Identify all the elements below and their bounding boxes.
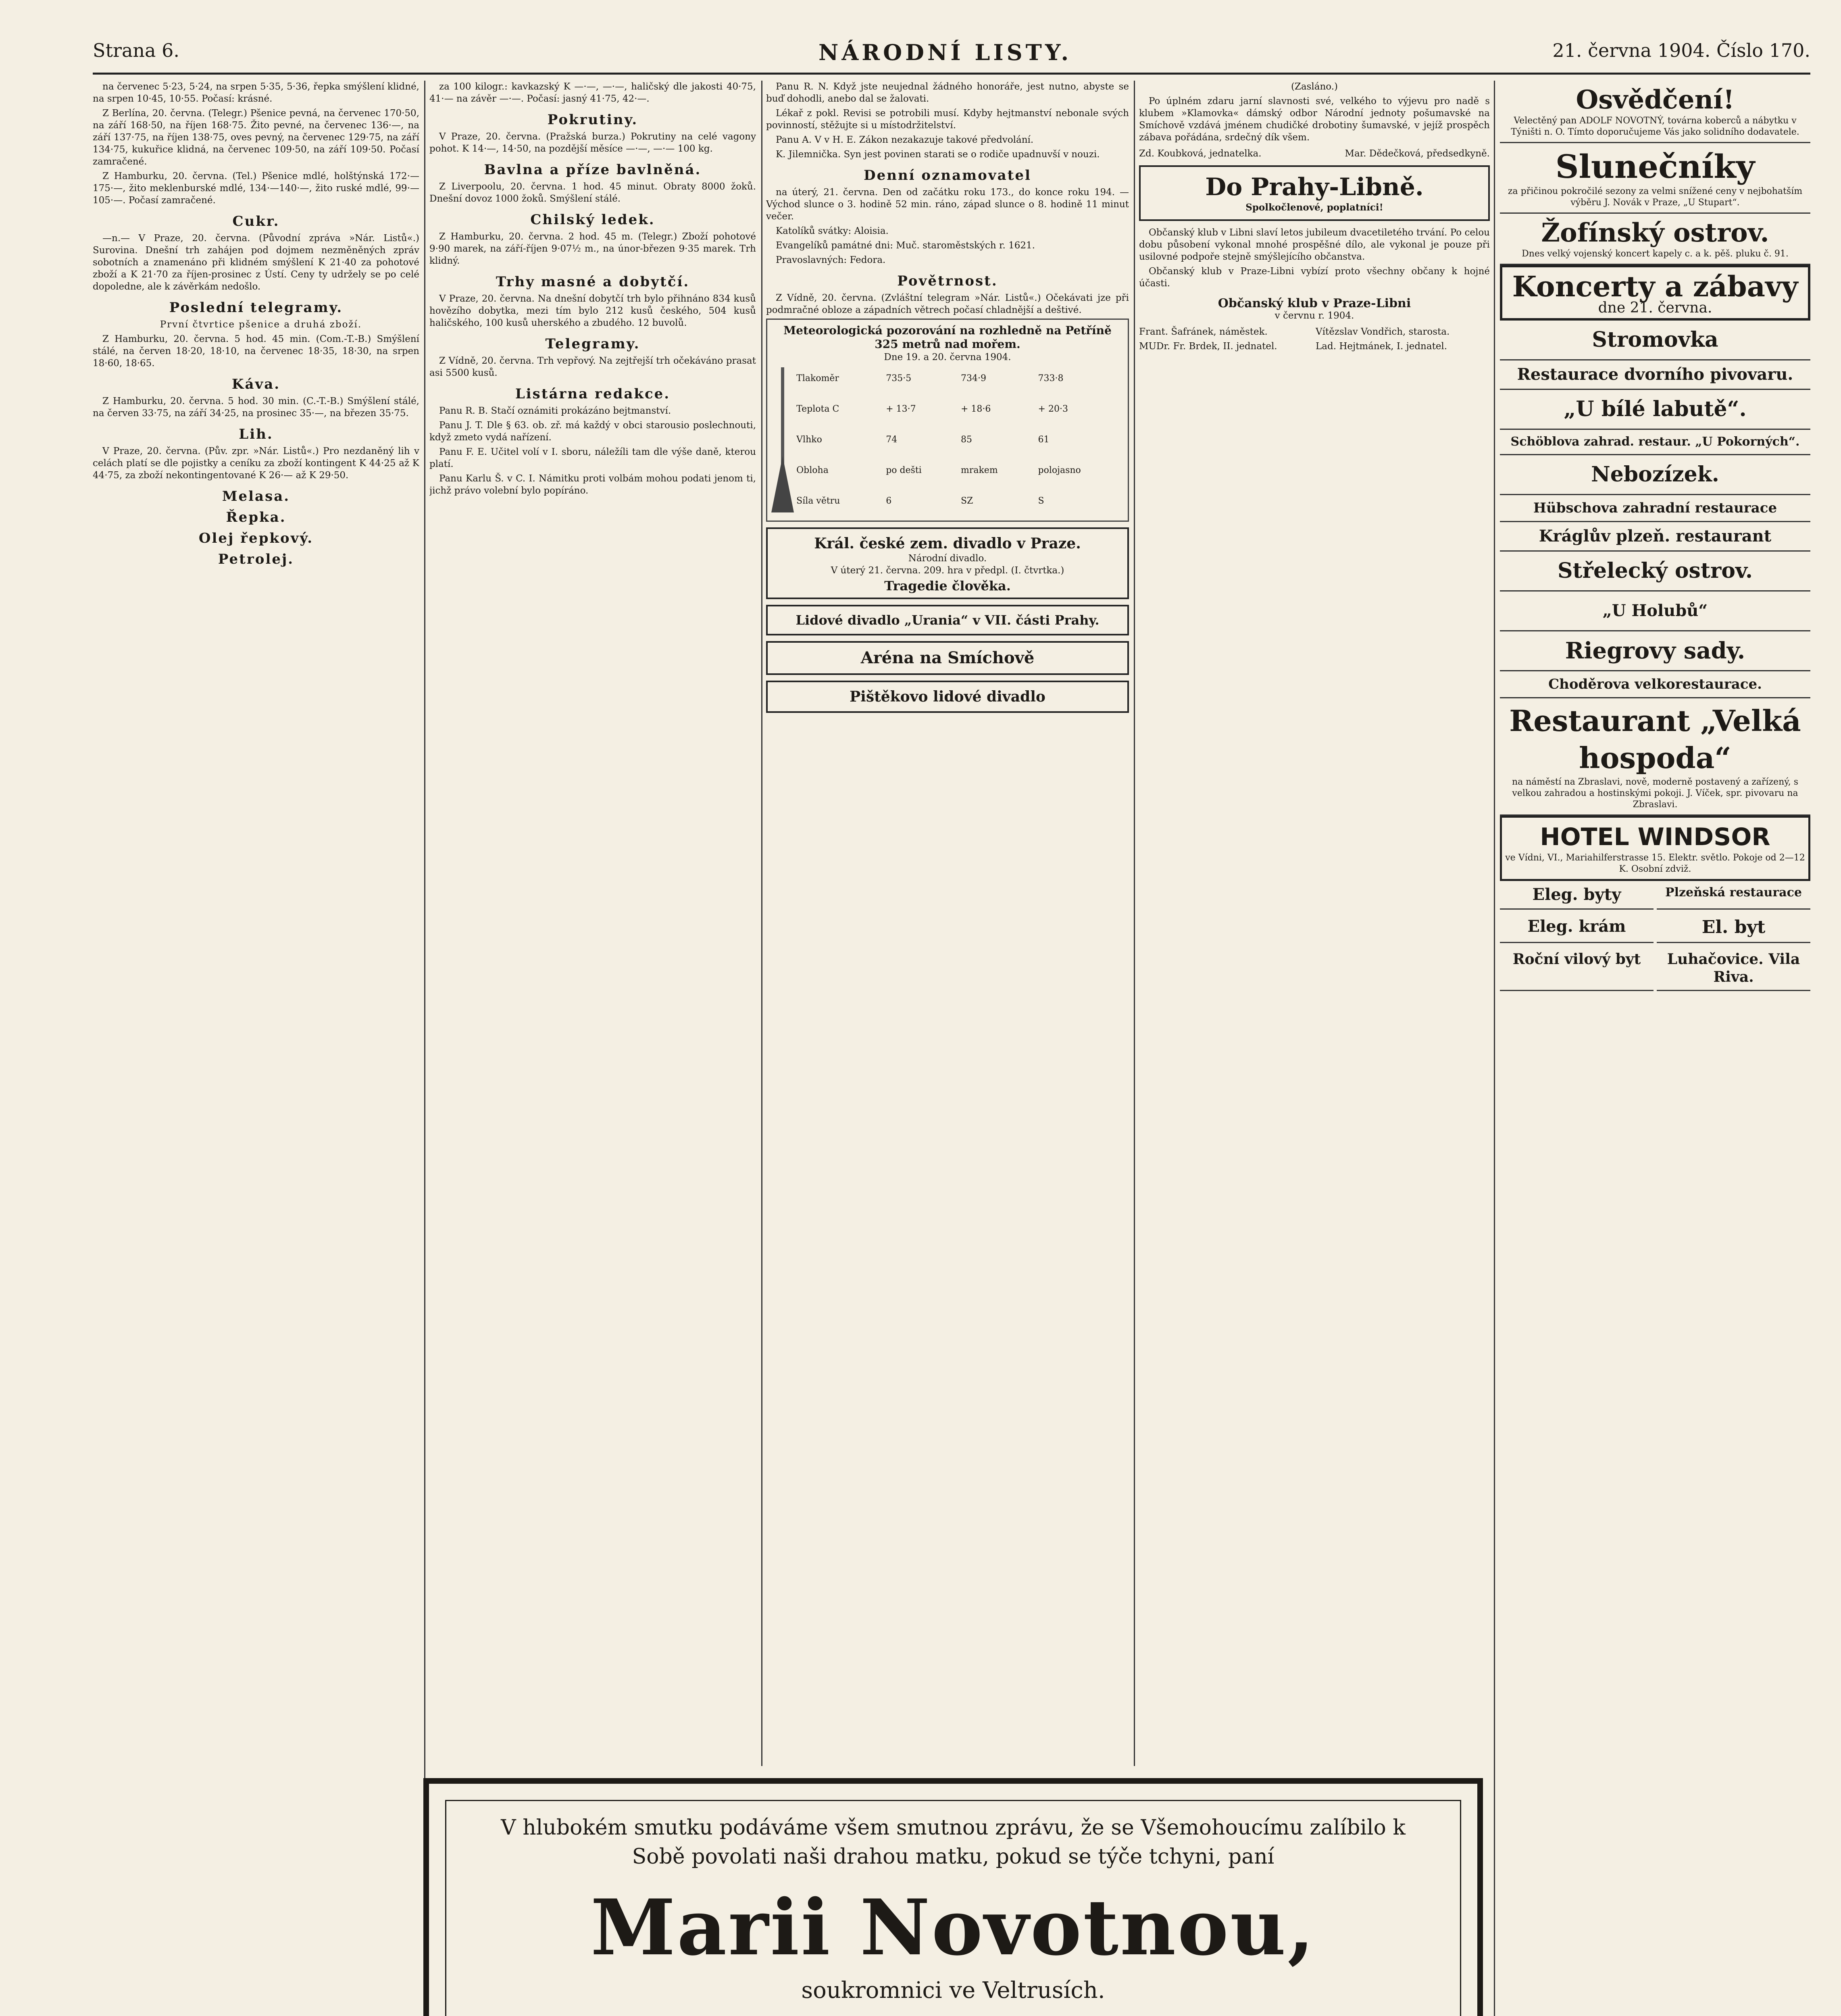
ad-heading: HOTEL WINDSOR <box>1540 823 1770 851</box>
paragraph: Z Vídně, 20. června. Trh vepřový. Na zejtřejší trh očekáváno prasat asi 5500 kusů. <box>429 356 756 378</box>
meteo-table <box>794 363 1124 516</box>
section-heading: Povětrnost. <box>897 273 998 289</box>
section-heading: Trhy masné a dobytčí. <box>496 274 690 290</box>
theater-listing <box>766 641 1129 675</box>
theater-heading: Pištěkovo lidové divadlo <box>850 688 1045 705</box>
signature: Zd. Koubková, jednatelka. <box>1139 148 1262 159</box>
paragraph: Z Hamburku, 20. června. 5 hod. 45 min. (Com.-T.-B.) Smýšlení stálé, na červen 18·20, 18·10, na červenec 18·35, 18·30, na srpen 18·60, 18·65. <box>93 334 419 369</box>
meteo-date: Dne 19. a 20. června 1904. <box>884 352 1011 362</box>
paragraph: Panu A. V v H. E. Zákon nezakazuje takové předvolání. <box>776 135 1034 145</box>
ad-listing <box>1500 552 1810 591</box>
meteo-cell: Síla větru <box>796 496 840 506</box>
ad-text: za přičinou pokročilé sezony za velmi snížené ceny v nejbohatším výběru J. Novák v Praze, „U Stupart“. <box>1508 186 1803 208</box>
paragraph: V Praze, 20. června. Na dnešní dobytčí trh bylo přihnáno 834 kusů hovězího dobytka, mezi tím bylo 212 kusů českého, 504 kusů haličského, 100 kusů uherského a zbudého. 12 buvolů. <box>429 294 756 328</box>
paragraph: V Praze, 20. června. (Pův. zpr. »Nár. Listů«.) Pro nezdaněný lih v celách platí se dle pojistky a ceníku za zboží kontingent K 44·25 až K 44·75, za zboží nekontingentované K 26·— až K 29·50. <box>93 446 419 481</box>
page-header <box>93 36 1810 75</box>
section-heading: Telegramy. <box>545 336 640 352</box>
meteo-cell: + 13·7 <box>886 404 916 414</box>
ad-heading: Restaurace dvorního pivovaru. <box>1517 365 1793 384</box>
ad-hotel-windsor <box>1500 816 1810 881</box>
column-rule <box>1134 81 1135 1766</box>
meteo-cell: Teplota C <box>796 404 839 414</box>
ad-listing <box>1500 390 1810 430</box>
club-signatures <box>1139 326 1490 352</box>
meteo-cell: 6 <box>886 496 892 506</box>
paragraph: Evangelíků památné dni: Muč. staroměstských r. 1621. <box>776 240 1035 251</box>
meteo-cell: Obloha <box>796 465 829 475</box>
paragraph: —n.— V Praze, 20. června. (Původní zpráva »Nár. Listů«.) Surovina. Dnešní trh zahájen pod dojmem nezměněných zpráv sobotních a znamenáno při klidném smýšlení K 21·40 za pohotové zboží a K 21·70 za říjen-prosinec z Ústí. Ceny ty udržely se po celé dopoledne, ale k závěrkám nedošlo. <box>93 233 419 292</box>
meteo-cell: 61 <box>1038 435 1050 445</box>
obituary-intro: V hlubokém smutku podáváme všem smutnou zprávu, že se Všemohoucímu zalíbilo k Sobě povolati naši drahou matku, pokud se týče tchyni, paní <box>501 1816 1406 1869</box>
signature: Frant. Šafránek, náměstek. <box>1139 327 1268 337</box>
column-ads <box>1500 81 1810 2016</box>
meteo-row <box>794 486 1124 516</box>
ad-listing <box>1500 591 1810 631</box>
ad-heading: Kráglův plzeň. restaurant <box>1539 527 1772 546</box>
ad-listing <box>1500 671 1810 698</box>
ad-heading: „U Holubů“ <box>1602 601 1708 620</box>
meteo-cell: S <box>1038 496 1044 506</box>
ad-listing <box>1500 522 1810 552</box>
section-heading: Chilský ledek. <box>530 212 655 228</box>
libne-notice <box>1139 165 1490 221</box>
ad-text: ve Vídni, VI., Mariahilferstrasse 15. Elektr. světlo. Pokoje od 2—12 K. Osobní zdviž. <box>1505 853 1805 874</box>
paragraph: Lékař z pokl. Revisi se potrobili musí. Kdyby hejtmanství nebonale svých povinností, stěžujte si u místodržitelství. <box>766 108 1129 131</box>
subheading: První čtvrtice pšenice a druhá zboží. <box>160 319 362 330</box>
issue-date: 21. června 1904. Číslo 170. <box>1552 40 1810 61</box>
ad-heading: Koncerty a zábavy <box>1512 270 1798 303</box>
notice-heading: Do Prahy-Libně. <box>1205 173 1424 201</box>
section-heading: Bavlna a příze bavlněná. <box>484 162 702 178</box>
club-name: Občanský klub v Praze-Libni <box>1218 296 1411 310</box>
paragraph: na úterý, 21. června. Den od začátku roku 173., do konce roku 194. — Východ slunce o 3. hodině 52 min. ráno, západ slunce o 8. hodině 11 minut večer. <box>766 187 1129 222</box>
meteo-row <box>794 455 1124 486</box>
meteo-cell: mrakem <box>960 465 998 475</box>
ad-slunecniky <box>1500 143 1810 214</box>
meteo-row <box>794 394 1124 425</box>
meteo-cell: + 18·6 <box>960 404 991 414</box>
meteo-row <box>794 425 1124 455</box>
ad-text: Dnes velký vojenský koncert kapely c. a k. pěš. pluku č. 91. <box>1522 249 1789 259</box>
ad-heading: Eleg. byty <box>1532 885 1621 904</box>
ad-zofin <box>1500 214 1810 265</box>
paragraph: V Praze, 20. června. (Pražská burza.) Pokrutiny na celé vagony pohot. K 14·—, 14·50, na pozdější měsíce —·—, —·— 100 kg. <box>429 131 756 154</box>
signature: MUDr. Fr. Brdek, II. jednatel. <box>1139 341 1277 352</box>
ad-sub: dne 21. června. <box>1598 300 1712 316</box>
section-label: (Zasláno.) <box>1291 81 1338 92</box>
meteo-row <box>794 363 1124 394</box>
ad-listing <box>1657 946 1810 991</box>
page-number: Strana 6. <box>93 40 179 61</box>
ad-heading: Osvědčení! <box>1576 85 1735 115</box>
ad-heading: Stromovka <box>1592 327 1718 352</box>
section-heading: Lih. <box>239 426 273 442</box>
obituary-notice <box>423 1778 1483 2016</box>
signature: Mar. Dědečková, předsedkyně. <box>1345 148 1490 159</box>
meteo-cell: Vlhko <box>796 435 822 445</box>
meteo-box <box>766 319 1129 522</box>
meteo-heading: Meteorologická pozorování na rozhledně na Petříně 325 metrů nad mořem. <box>783 324 1112 351</box>
paragraph: Panu R. N. Když jste neujednal žádného honoráře, jest nutno, abyste se buď dohodli, anebo dal se žalovati. <box>766 81 1129 104</box>
ad-listing <box>1500 455 1810 495</box>
column-rule <box>761 81 762 1766</box>
ad-heading: Hübschova zahradní restaurace <box>1533 500 1777 516</box>
petrin-tower-icon <box>771 367 794 512</box>
ad-heading: Roční vilový byt <box>1512 951 1641 968</box>
section-heading: Petrolej. <box>218 551 294 567</box>
column-rule <box>1494 81 1495 2016</box>
paragraph: Občanský klub v Libni slaví letos jubileum dvacetiletého trvání. Po celou dobu působení vykonal mnohé prospěšné dílo, ale vykonal je pouze při usilovné podpoře stejně smýšlejícího občanstva. <box>1139 227 1490 262</box>
paragraph: Z Liverpoolu, 20. června. 1 hod. 45 minut. Obraty 8000 žoků. Dnešní dovoz 1000 žoků. Smýšlení stálé. <box>429 181 756 204</box>
paragraph: Z Hamburku, 20. června. (Tel.) Pšenice mdlé, holštýnská 172·—175·—, žito meklenburské mdlé, 134·—140·—, žito ruské mdlé, 99·—105·—. Počasí zamračené. <box>93 171 419 206</box>
theater-heading: Král. české zem. divadlo v Praze. <box>814 535 1081 552</box>
paragraph: Panu F. E. Učitel volí v I. sboru, náležíli tam dle výše daně, kterou platí. <box>429 447 756 469</box>
theater-listing <box>766 605 1129 635</box>
theater-sub: Národní divadlo. <box>908 553 987 564</box>
ad-heading: Choděrova velkorestaurace. <box>1548 676 1762 692</box>
ad-text: Velectěný pan ADOLF NOVOTNÝ, továrna koberců a nábytku v Týništi n. O. Tímto doporučujeme Vás jako solidního dodavatele. <box>1511 116 1799 137</box>
section-heading: Pokrutiny. <box>547 112 638 128</box>
ad-heading: Slunečníky <box>1555 148 1755 185</box>
notice-sub: Spolkočlenové, poplatníci! <box>1245 202 1383 213</box>
meteo-cell: polojasno <box>1038 465 1081 475</box>
signature: Lad. Hejtmánek, I. jednatel. <box>1316 341 1447 352</box>
obituary-frame <box>445 1800 1461 2016</box>
column-zaslano <box>1139 81 1490 1766</box>
deceased-name: Marii Novotnou, <box>590 1883 1316 1972</box>
play-title: Tragedie člověka. <box>884 578 1011 594</box>
newspaper-title: NÁRODNÍ LISTY. <box>818 40 1072 65</box>
paragraph: Panu J. T. Dle § 63. ob. zř. má každý v obci starousio poslechnouti, když zmeto vydá nařízení. <box>429 420 756 443</box>
ad-velka-hospoda <box>1500 698 1810 816</box>
theater-listing <box>766 681 1129 713</box>
ad-listing <box>1500 430 1810 455</box>
deceased-description: soukromnici ve Veltrusích. <box>801 1977 1105 2004</box>
paragraph: Pravoslavných: Fedora. <box>776 255 886 265</box>
section-heading: Poslední telegramy. <box>169 300 343 316</box>
column-market-2 <box>429 81 756 1766</box>
ad-heading: Riegrovy sady. <box>1565 637 1745 664</box>
ad-heading: Luhačovice. Vila Riva. <box>1667 951 1800 985</box>
theater-info: V úterý 21. června. 209. hra v předpl. (I. čtvrtka.) <box>831 565 1064 576</box>
paragraph: Z Vídně, 20. června. (Zvláštní telegram »Nár. Listů«.) Očekávati jze při podmračné obloze a západních větrech počasí chladnější a deštivé. <box>766 293 1129 315</box>
club-date: v červnu r. 1904. <box>1275 310 1354 321</box>
ad-listing <box>1500 495 1810 522</box>
ad-listing <box>1500 360 1810 390</box>
paragraph: Z Hamburku, 20. června. 2 hod. 45 m. (Telegr.) Zboží pohotové 9·90 marek, na září-říjen 9·07½ m., na únor-březen 9·35 marek. Trh klidný. <box>429 231 756 266</box>
column-rule <box>424 81 425 2016</box>
ad-listing <box>1500 631 1810 671</box>
meteo-cell: 734·9 <box>960 373 986 383</box>
column-notices <box>766 81 1129 1766</box>
meteo-cell: 735·5 <box>886 373 912 383</box>
ad-listing <box>1500 321 1810 360</box>
ad-heading: Eleg. krám <box>1527 917 1626 936</box>
section-heading: Řepka. <box>226 509 286 525</box>
theater-heading: Lidové divadlo „Urania“ v VII. části Prahy. <box>796 612 1100 628</box>
paragraph: K. Jilemnička. Syn jest povinen starati se o rodiče upadnuvší v nouzi. <box>776 149 1100 160</box>
ad-listing <box>1657 881 1810 910</box>
ad-listing <box>1657 913 1810 943</box>
ad-listing <box>1500 881 1654 910</box>
meteo-cell: 733·8 <box>1038 373 1064 383</box>
paragraph: na červenec 5·23, 5·24, na srpen 5·35, 5·36, řepka smýšlení klidné, na srpen 10·45, 10·55. Počasí: krásné. <box>93 81 419 104</box>
ad-listing <box>1500 913 1654 943</box>
ad-heading: Střelecký ostrov. <box>1557 558 1753 583</box>
theater-heading: Aréna na Smíchově <box>860 648 1035 667</box>
meteo-cell: Tlakoměr <box>796 373 839 383</box>
meteo-cell: + 20·3 <box>1038 404 1068 414</box>
paragraph: Občanský klub v Praze-Libni vybízí proto všechny občany k hojné účasti. <box>1139 266 1490 289</box>
ad-heading: Plzeňská restaurace <box>1665 885 1802 900</box>
column-market <box>93 81 419 2016</box>
paragraph: za 100 kilogr.: kavkazský K —·—, —·—, haličský dle jakosti 40·75, 41·— na závěr —·—. Počasí: jasný 41·75, 42·—. <box>429 81 756 104</box>
ad-heading: Žofínský ostrov. <box>1541 218 1769 248</box>
ad-listing <box>1500 946 1654 991</box>
ad-heading: El. byt <box>1701 917 1766 937</box>
ad-text: na náměstí na Zbraslavi, nově, moderně postavený a zařízený, s velkou zahradou a hostinskými pokoji. J. Víček, spr. pivovaru na Zbraslavi. <box>1512 777 1799 810</box>
ad-heading: Schöblova zahrad. restaur. „U Pokorných“. <box>1510 435 1800 449</box>
paragraph: Panu R. B. Stačí oznámiti prokázáno bejtmanství. <box>439 406 671 416</box>
section-heading: Denní oznamovatel <box>864 167 1031 183</box>
ad-heading: „U bílé labutě“. <box>1564 397 1747 421</box>
theater-listing <box>766 527 1129 599</box>
section-heading: Melasa. <box>222 488 290 504</box>
ad-osvedceni <box>1500 81 1810 143</box>
paragraph: Z Hamburku, 20. června. 5 hod. 30 min. (C.-T.-B.) Smýšlení stálé, na červen 33·75, na září 34·25, na prosinec 35·—, na březen 35·75. <box>93 396 419 419</box>
paragraph: Z Berlína, 20. června. (Telegr.) Pšenice pevná, na červenec 170·50, na září 168·50, na říjen 168·75. Žito pevné, na červenec 136·—, na září 137·75, na říjen 138·75, oves pevný, na červenec 129·75, na září 134·75, kukuřice klidná, na červenec 109·50, na září 109·50. Počasí zamračené. <box>93 108 419 167</box>
paragraph: Panu Karlu Š. v C. I. Námitku proti volbám mohou podati jenom ti, jichž právo volební bylo popíráno. <box>429 473 756 496</box>
paragraph: Po úplném zdaru jarní slavnosti své, velkého to výjevu pro nadě s klubem »Klamovka« dámský odbor Národní jednoty pošumavské na Smíchově vzdává jménem chudičké drobotiny šumavské, v jejíž prospěch zábava pořádána, srdečný dík všem. <box>1139 96 1490 143</box>
meteo-cell: 74 <box>886 435 898 445</box>
signature: Vítězslav Vondřich, starosta. <box>1316 327 1450 337</box>
ad-heading: Nebozízek. <box>1591 462 1719 487</box>
meteo-cell: 85 <box>960 435 972 445</box>
section-heading: Cukr. <box>232 213 280 229</box>
section-heading: Káva. <box>231 376 281 392</box>
paragraph: Katolíků svátky: Aloisia. <box>776 226 889 236</box>
section-heading: Listárna redakce. <box>515 386 671 402</box>
ad-koncerty <box>1500 265 1810 321</box>
meteo-cell: SZ <box>960 496 973 506</box>
section-heading: Olej řepkový. <box>198 530 314 546</box>
meteo-cell: po dešti <box>886 465 922 475</box>
ad-heading: Restaurant „Velká hospoda“ <box>1509 704 1801 775</box>
